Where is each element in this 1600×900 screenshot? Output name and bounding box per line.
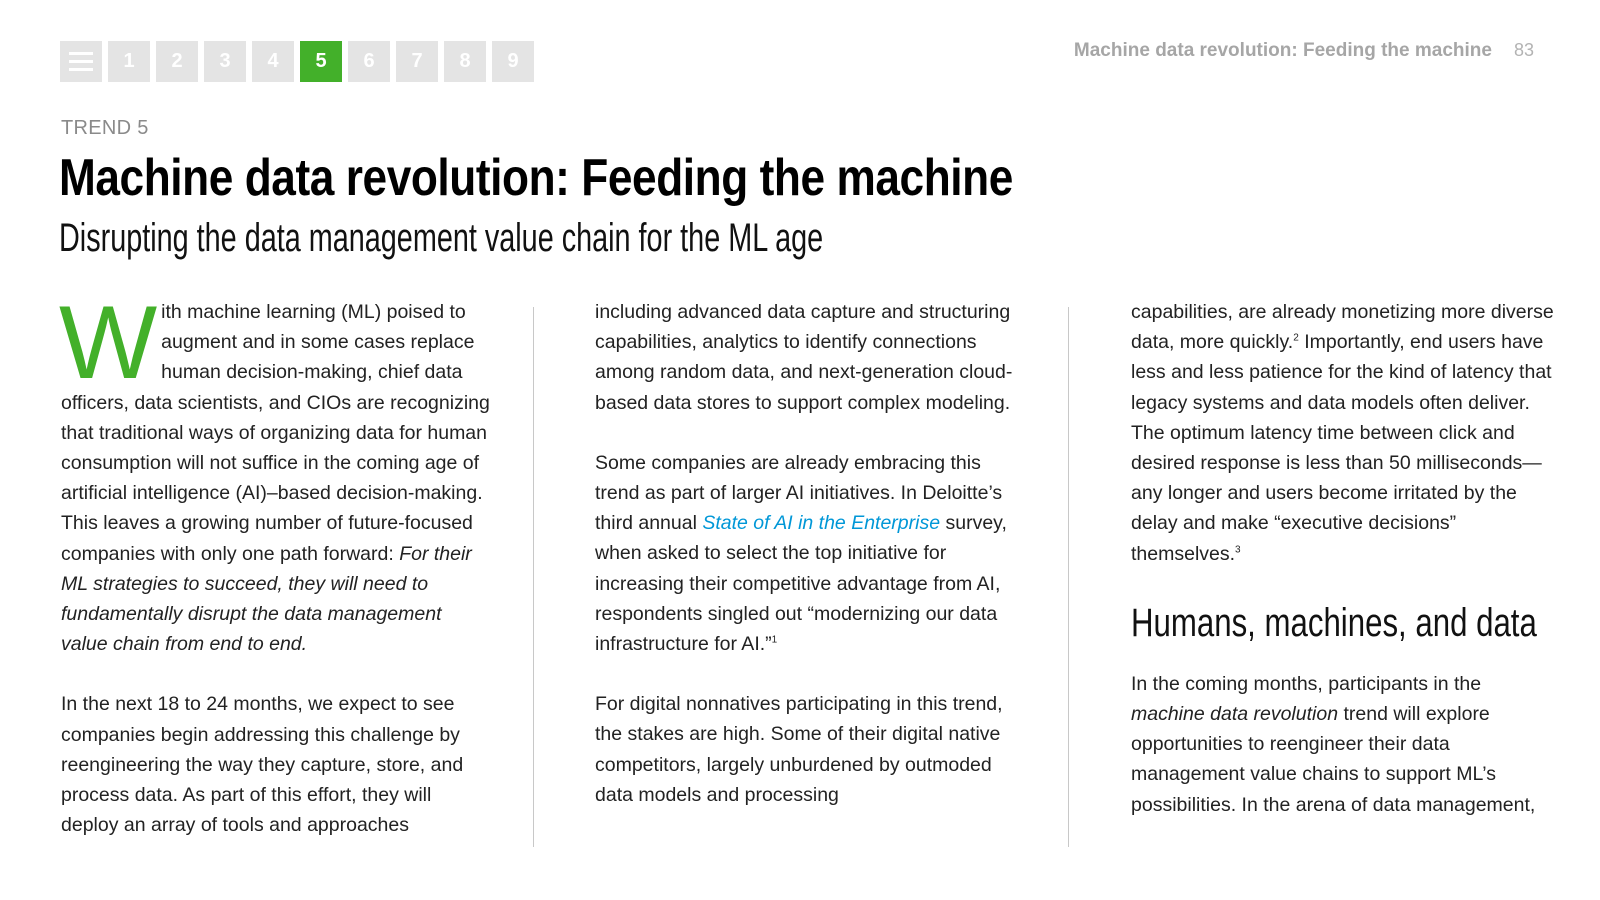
intro-emphasis: For their ML strategies to succeed, they will need to fundamentally disrupt the data management value chain from end to end. xyxy=(61,542,472,656)
paragraph-text: Importantly, end users have less and less patience for the kind of latency that legacy systems and data models often deliver. The optimum latency time between click and desired response is less than 50 milliseconds—any longer and users become irritated by the delay and make “executive decisions” themselves. xyxy=(1131,331,1552,565)
footnote-ref[interactable]: 3 xyxy=(1235,544,1241,556)
footnote-ref[interactable]: 2 xyxy=(1293,332,1299,344)
trend-kicker: TREND 5 xyxy=(61,117,149,139)
intro-paragraph xyxy=(59,285,491,659)
hamburger-menu-icon xyxy=(69,52,93,71)
page-button-7[interactable]: 7 xyxy=(396,41,438,82)
paragraph: In the next 18 to 24 months, we expect to see companies begin addressing this challenge by reengineering the way they capture, store, and process data. As part of this effort, they will deploy an array of tools and approaches xyxy=(61,693,464,837)
page-navigation xyxy=(60,41,534,82)
paragraph-text: survey, when asked to select the top initiative for increasing their competitive advantage from AI, respondents singled out “modernizing our data infrastructure for AI.” xyxy=(595,512,1007,656)
section-heading: Humans, machines, and data xyxy=(1131,600,1537,645)
column-divider xyxy=(533,307,534,847)
page-title: Machine data revolution: Feeding the machine xyxy=(59,149,1013,207)
paragraph xyxy=(1131,297,1555,569)
paragraph-text: trend will explore opportunities to reengineer their data management value chains to support ML’s possibilities. In the arena of data management, xyxy=(1131,703,1536,816)
menu-button[interactable] xyxy=(60,41,102,82)
intro-text: ith machine learning (ML) poised to augment and in some cases replace human decision-making, chief data officers, data scientists, and CIOs are recognizing that traditional ways of organizing data for human consumption will not suffice in the coming age of artificial intelligence (AI)–based decision-making. This leaves a growing number of future-focused companies with only one path forward: xyxy=(61,301,490,565)
drop-cap: W xyxy=(59,285,158,401)
page-button-3[interactable]: 3 xyxy=(204,41,246,82)
page-button-9[interactable]: 9 xyxy=(492,41,534,82)
trend-name-emphasis: machine data revolution xyxy=(1131,703,1339,726)
page-button-6[interactable]: 6 xyxy=(348,41,390,82)
text-column-2 xyxy=(595,297,1025,840)
text-column-3 xyxy=(1131,297,1555,850)
survey-link[interactable]: State of AI in the Enterprise xyxy=(702,512,941,535)
paragraph xyxy=(1131,669,1555,820)
paragraph-text: In the coming months, participants in the xyxy=(1131,672,1482,695)
paragraph-text: Some companies are already embracing this trend as part of larger AI initiatives. In Deloitte’s third annual xyxy=(595,451,1003,535)
paragraph xyxy=(595,448,1025,659)
page-subtitle: Disrupting the data management value chain for the ML age xyxy=(59,216,824,260)
footnote-ref[interactable]: 1 xyxy=(771,634,778,646)
page-button-4[interactable]: 4 xyxy=(252,41,294,82)
page-button-8[interactable]: 8 xyxy=(444,41,486,82)
page-number: 83 xyxy=(1513,40,1534,60)
running-title: Machine data revolution: Feeding the machine xyxy=(1073,40,1492,61)
page-button-1[interactable]: 1 xyxy=(108,41,150,82)
column-divider xyxy=(1068,307,1069,847)
paragraph: For digital nonnatives participating in this trend, the stakes are high. Some of their digital native competitors, largely unburdened by outmoded data models and processing xyxy=(595,693,1003,806)
page-button-5-active[interactable]: 5 xyxy=(300,41,342,82)
running-header xyxy=(1074,40,1534,62)
paragraph-text: capabilities, are already monetizing more diverse data, more quickly. xyxy=(1131,301,1554,354)
text-column-1 xyxy=(59,285,491,870)
page-button-2[interactable]: 2 xyxy=(156,41,198,82)
paragraph: including advanced data capture and structuring capabilities, analytics to identify connections among random data, and next-generation cloud-based data stores to support complex modeling. xyxy=(595,301,1013,414)
